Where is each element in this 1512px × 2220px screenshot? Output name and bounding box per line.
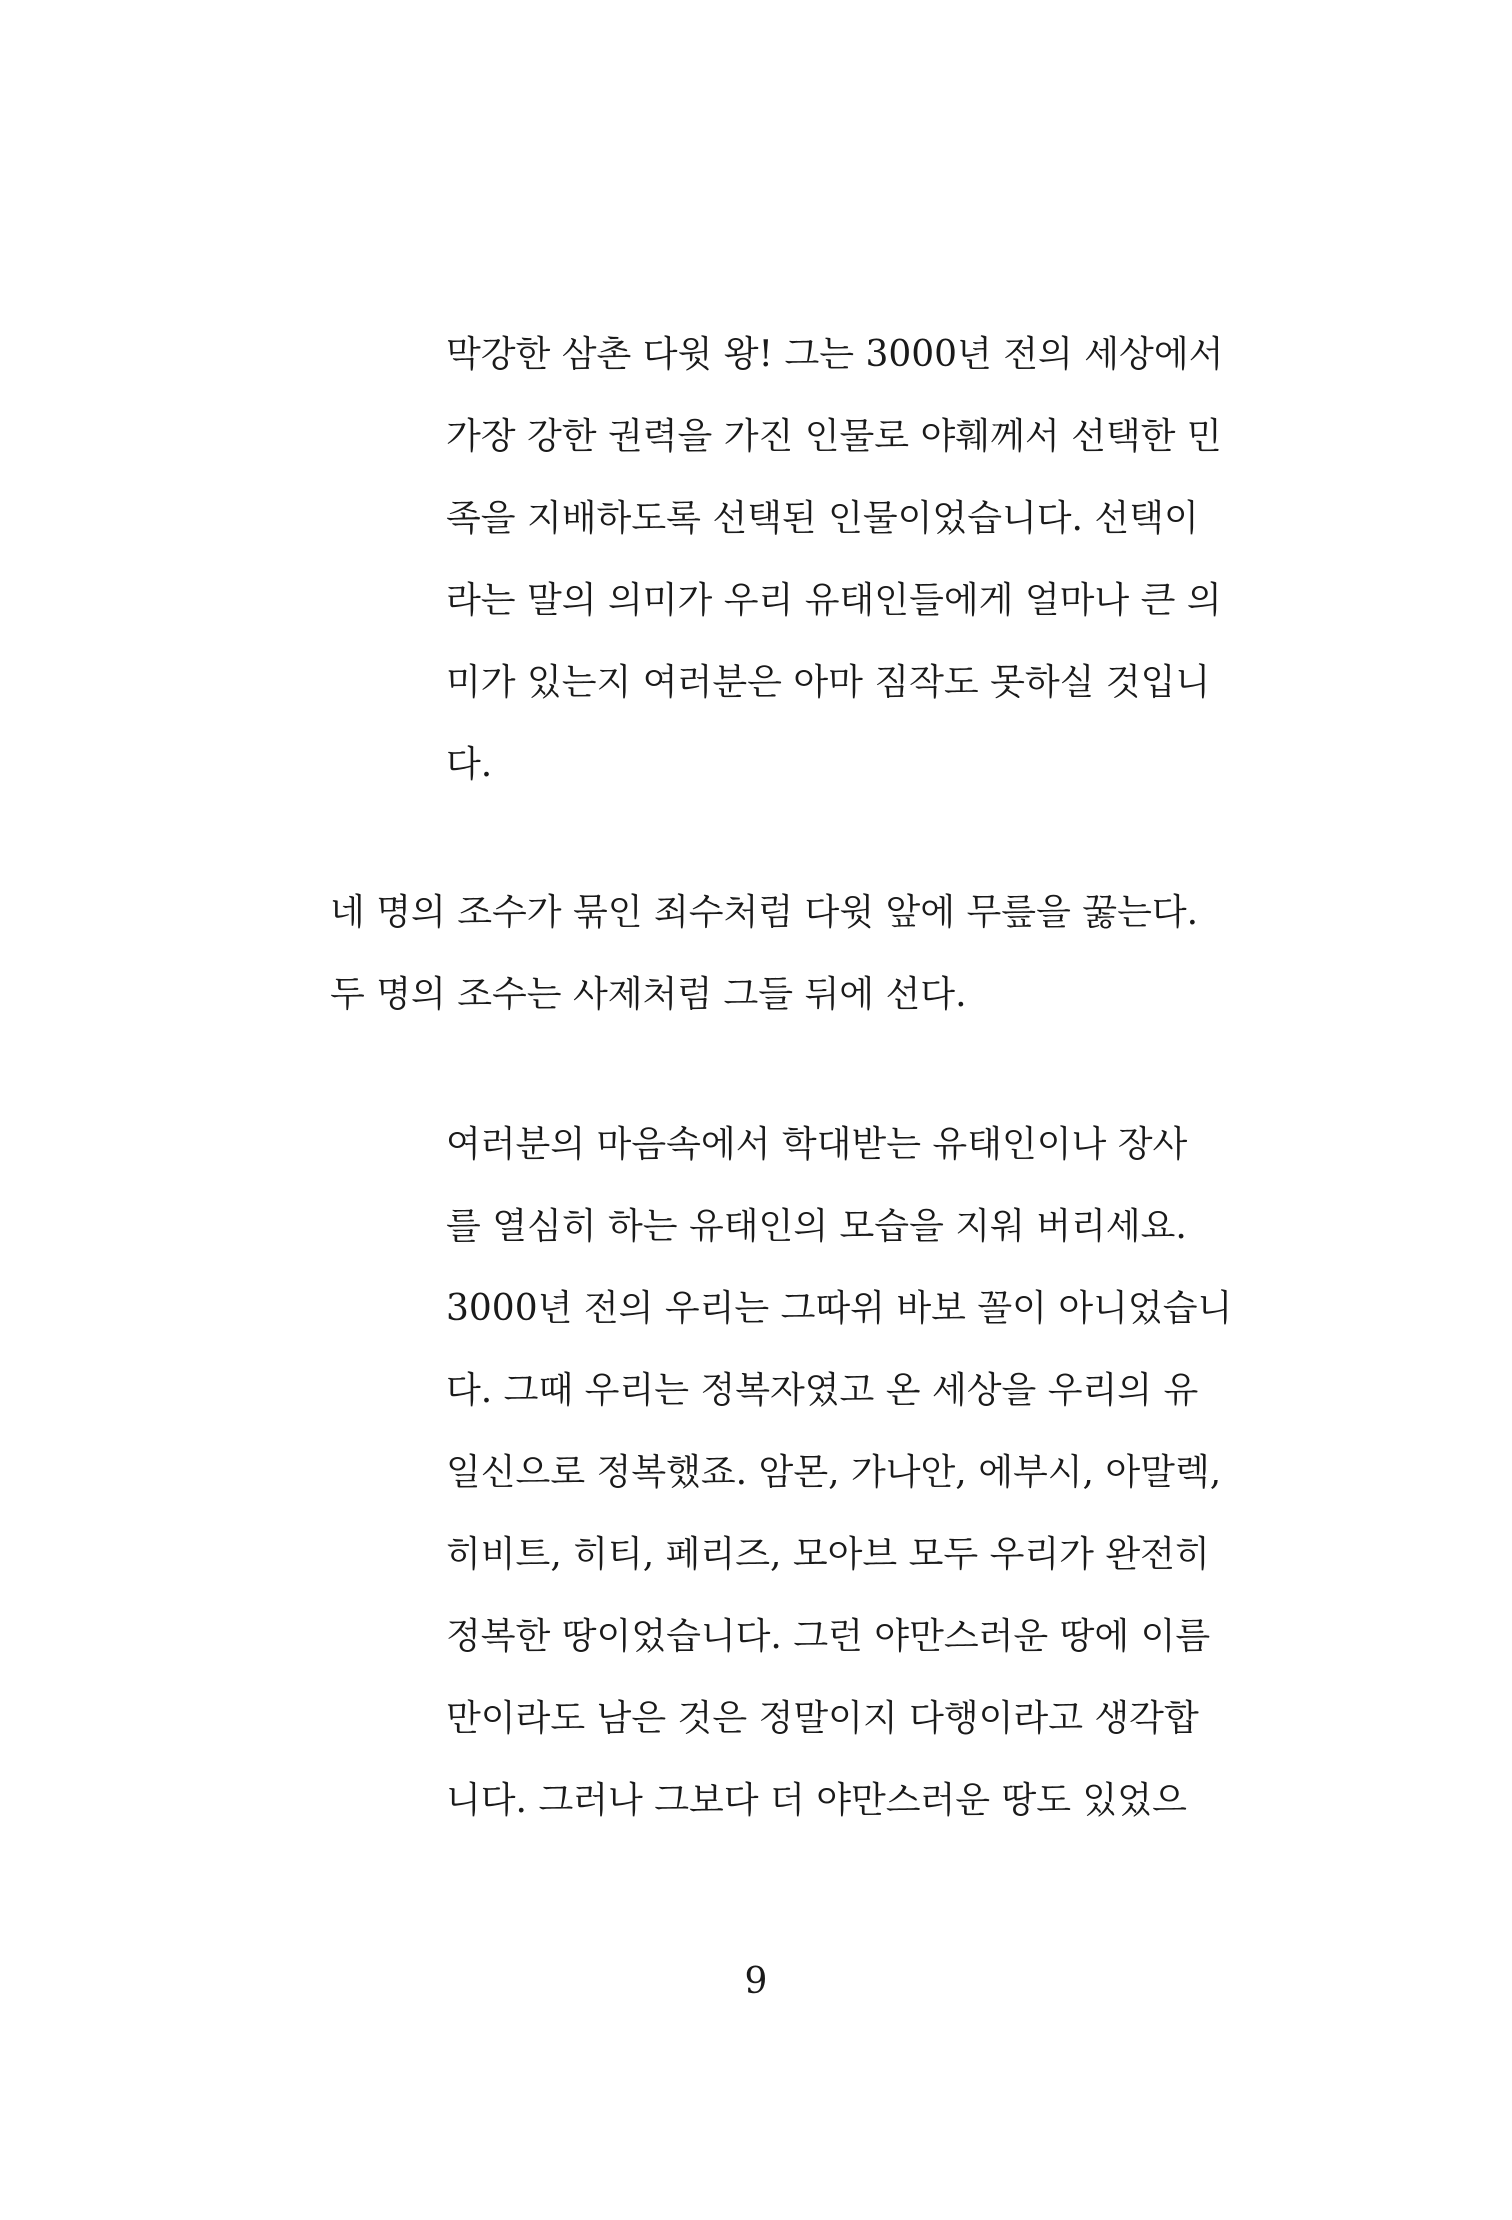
text-line: 족을 지배하도록 선택된 인물이었습니다. 선택이 [446,498,1199,539]
text-line: 라는 말의 의미가 우리 유태인들에게 얼마나 큰 의 [446,580,1222,621]
text-line: 여러분의 마음속에서 학대받는 유태인이나 장사 [446,1124,1188,1165]
text-line: 미가 있는지 여러분은 아마 짐작도 못하실 것입니 [446,662,1211,703]
text-line: 막강한 삼촌 다윗 왕! 그는 3000년 전의 세상에서 [446,334,1224,375]
text-line: 히비트, 히티, 페리즈, 모아브 모두 우리가 완전히 [446,1534,1210,1575]
text-line: 만이라도 남은 것은 정말이지 다행이라고 생각합 [446,1698,1199,1739]
text-line: 3000년 전의 우리는 그따위 바보 꼴이 아니었습니 [446,1288,1233,1329]
text-line: 네 명의 조수가 묶인 죄수처럼 다윗 앞에 무릎을 꿇는다. [330,892,1199,933]
page-number: 9 [744,1961,768,2002]
text-line: 일신으로 정복했죠. 암몬, 가나안, 에부시, 아말렉, [446,1452,1222,1493]
text-line: 정복한 땅이었습니다. 그런 야만스러운 땅에 이름 [446,1616,1211,1657]
text-line: 를 열심히 하는 유태인의 모습을 지워 버리세요. [446,1206,1187,1247]
text-line: 니다. 그러나 그보다 더 야만스러운 땅도 있었으 [446,1780,1187,1821]
text-line: 가장 강한 권력을 가진 인물로 야훼께서 선택한 민 [446,416,1222,457]
text-line: 다. 그때 우리는 정복자였고 온 세상을 우리의 유 [446,1370,1199,1411]
text-line: 두 명의 조수는 사제처럼 그들 뒤에 선다. [330,974,967,1015]
text-line: 다. [446,744,493,785]
